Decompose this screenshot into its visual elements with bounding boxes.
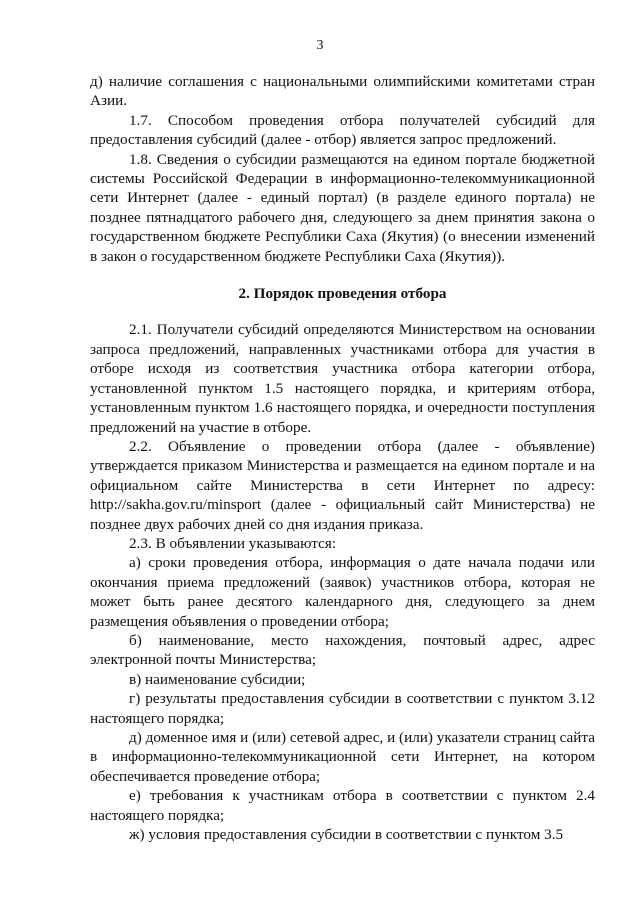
paragraph-2-3: 2.3. В объявлении указываются:	[129, 534, 337, 552]
paragraph-1-8: 1.8. Сведения о субсидии размещаются на едином портале бюджетной системы Российской Федерации в информационно-телекоммуникационной сети Интернет (далее - единый портал) (в разделе единого портала) не позднее пятнадцатого рабочего дня, следующего за днем принятия закона о государственном бюджете Республики Саха (Якутия) (о внесении изменений в закон о государственном бюджете Республики Саха (Якутия)).	[90, 150, 595, 265]
list-item-a: а) сроки проведения отбора, информация о дате начала подачи или окончания приема предложений (заявок) участников отбора, которая не может быть ранее десятого календарного дня, следующего за днем размещения объявления о проведении отбора;	[90, 554, 595, 630]
paragraph-1-7: 1.7. Способом проведения отбора получателей субсидий для предоставления субсидий (далее - отбор) является запрос предложений.	[90, 111, 595, 149]
section-heading: 2. Порядок проведения отбора	[238, 285, 447, 303]
page-number: 3	[316, 38, 324, 53]
paragraph-2-2: 2.2. Объявление о проведении отбора (далее - объявление) утверждается приказом Министерства и размещается на едином портале и на официальном сайте Министерства в сети Интернет по адресу: http://sakha.gov.ru/minsport (далее - официальный сайт Министерства) не позднее двух рабочих дней со дня издания приказа.	[90, 437, 595, 533]
paragraph-1-6d: д) наличие соглашения с национальными олимпийскими комитетами стран Азии.	[90, 73, 595, 110]
list-item-d: д) доменное имя и (или) сетевой адрес, и (или) указатели страниц сайта в информационно-телекоммуникационной сети Интернет, на котором обеспечивается проведение отбора;	[90, 729, 595, 785]
list-item-b: б) наименование, место нахождения, почтовый адрес, адрес электронной почты Министерства;	[90, 631, 595, 669]
list-item-e: е) требования к участникам отбора в соответствии с пунктом 2.4 настоящего порядка;	[90, 787, 595, 824]
list-item-zh: ж) условия предоставления субсидии в соответствии с пунктом 3.5	[129, 826, 564, 844]
list-item-g: г) результаты предоставления субсидии в соответствии с пунктом 3.12 настоящего порядка;	[90, 690, 595, 727]
list-item-v: в) наименование субсидии;	[129, 670, 306, 688]
paragraph-2-1: 2.1. Получатели субсидий определяются Министерством на основании запроса предложений, направленных участниками отбора для участия в отборе исходя из соответствия участника отбора категории отбора, установленной пунктом 1.5 настоящего порядка, и критериям отбора, установленным пунктом 1.6 настоящего порядка, и очередности поступления предложений на участие в отборе.	[90, 321, 595, 436]
document-body	[90, 72, 595, 844]
